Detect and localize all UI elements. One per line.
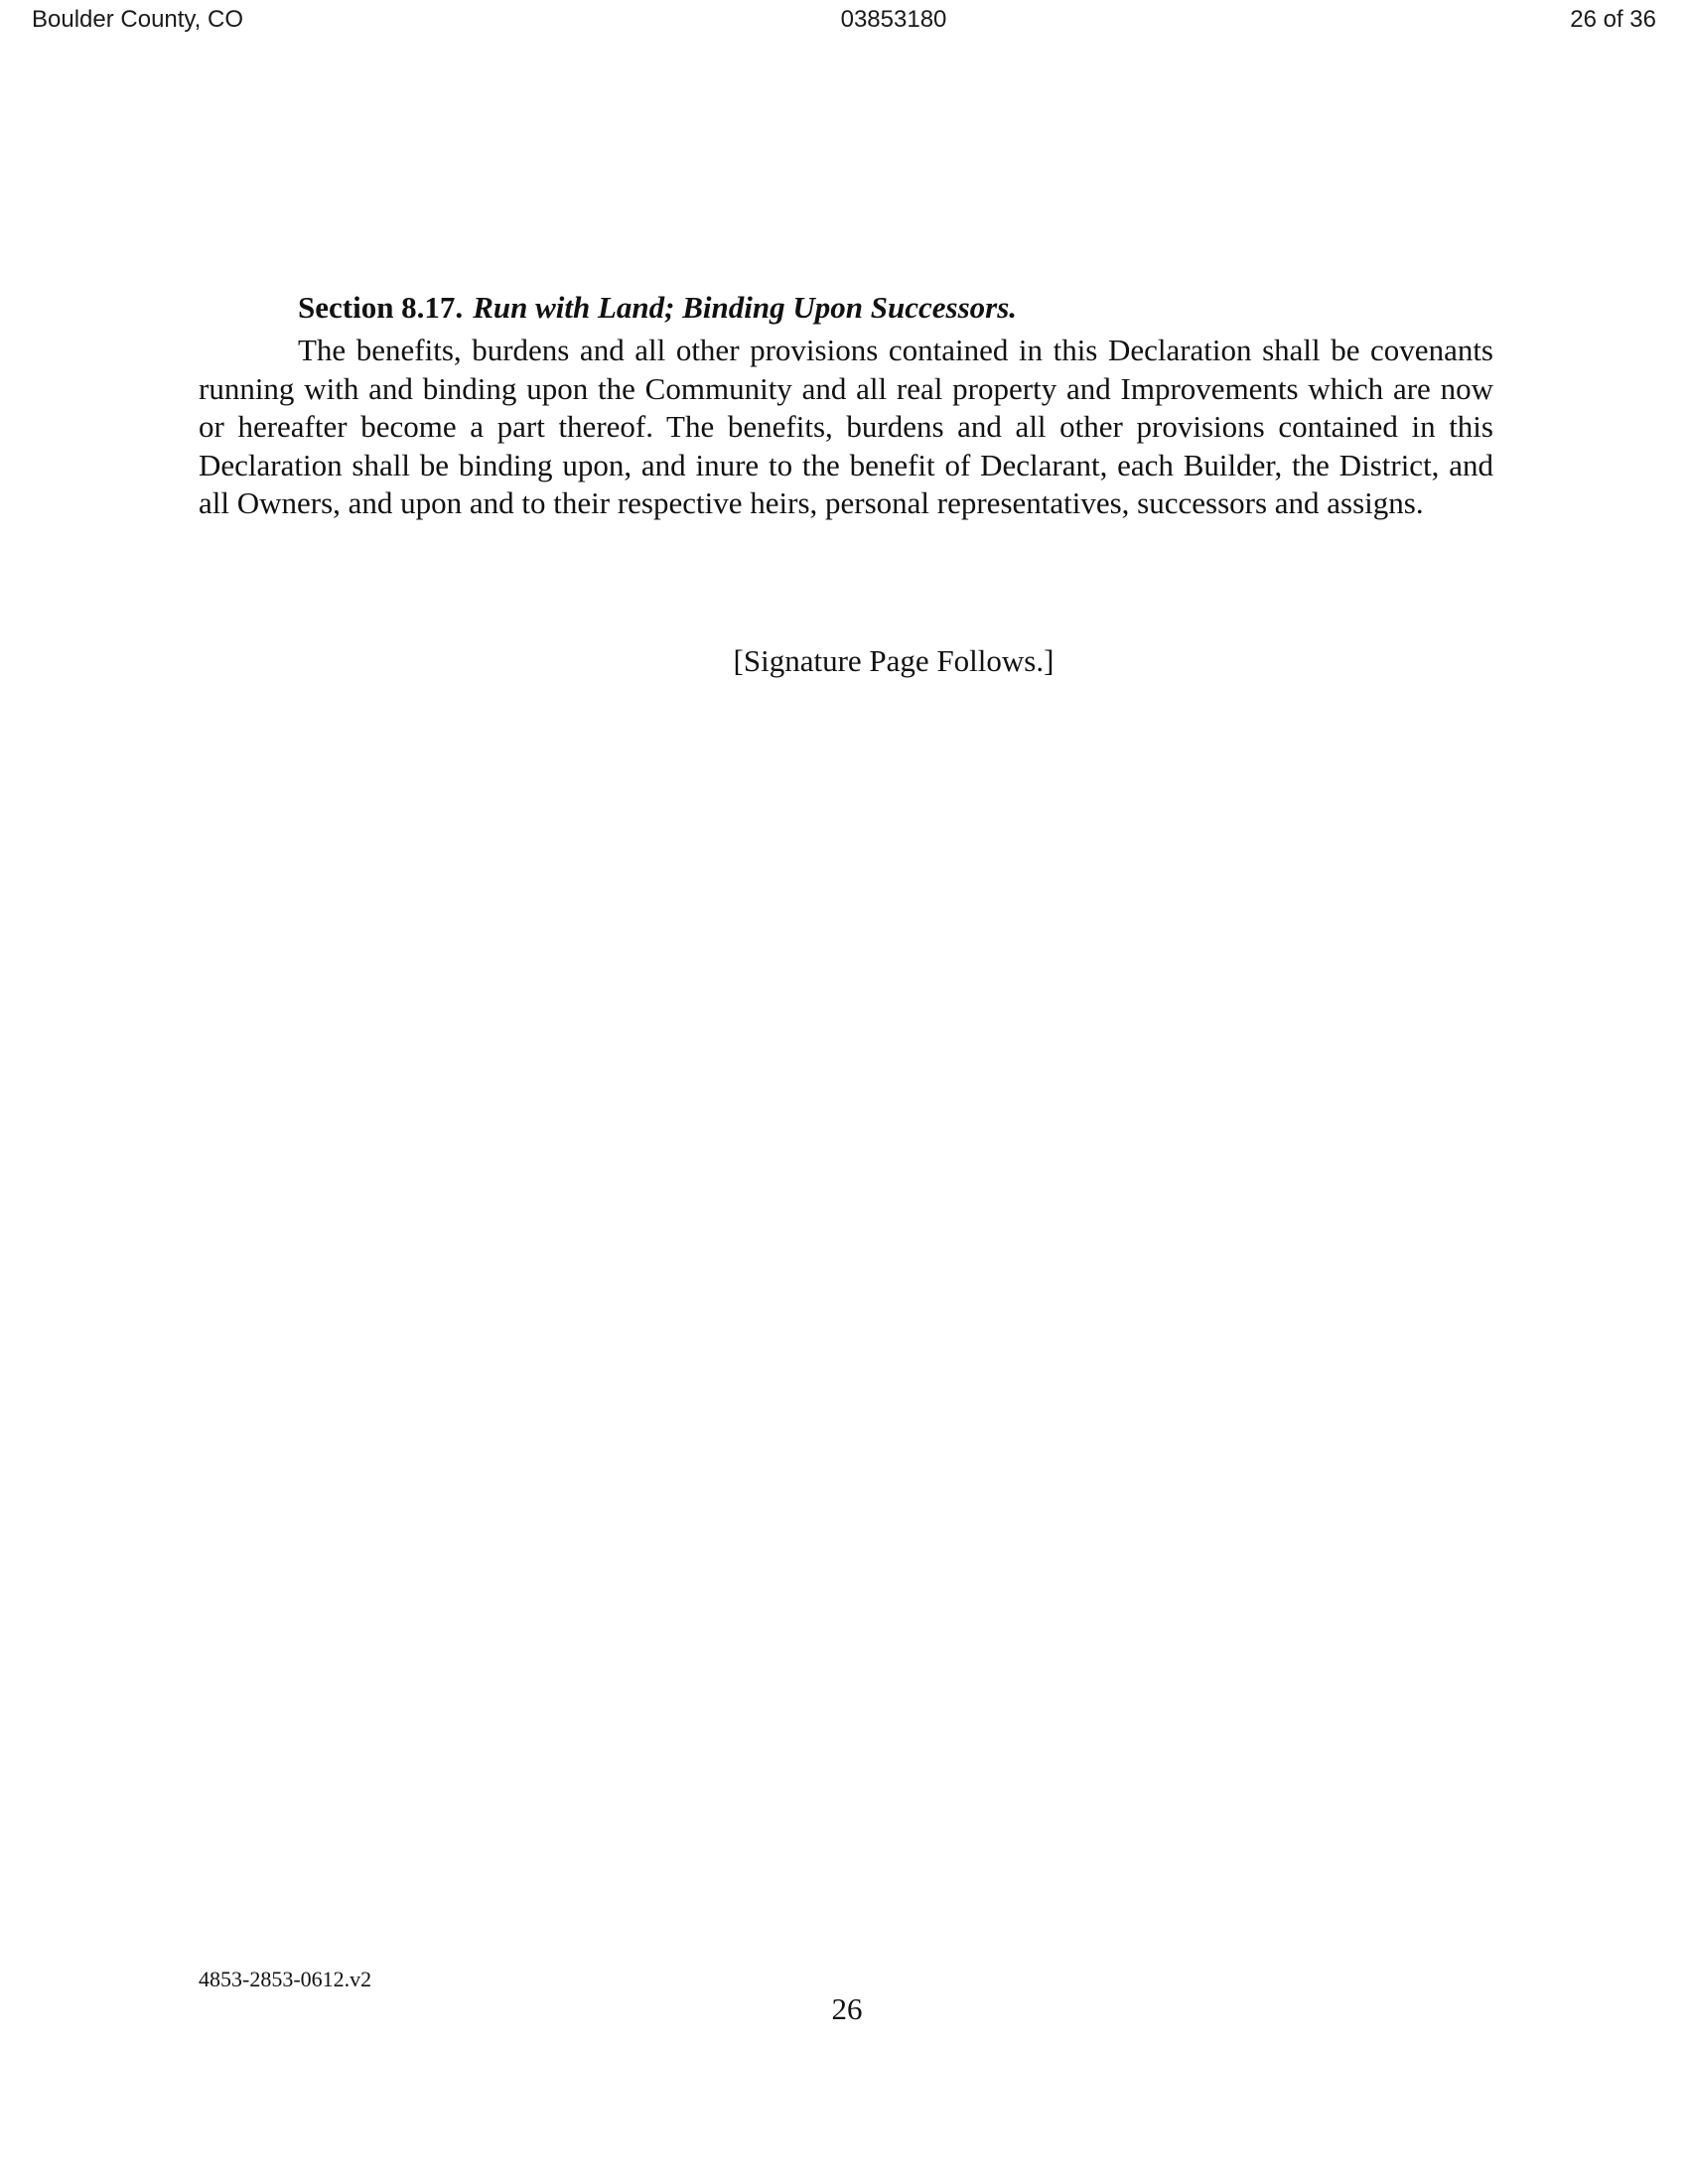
section-title: Run with Land; Binding Upon Successors. xyxy=(473,290,1018,325)
signature-page-note: [Signature Page Follows.] xyxy=(733,643,1055,678)
section-8-17 xyxy=(199,288,1493,523)
section-heading xyxy=(199,288,1493,328)
page-count: 26 of 36 xyxy=(1570,6,1656,33)
county-label: Boulder County, CO xyxy=(32,6,243,33)
section-body-paragraph: The benefits, burdens and all other provisions contained in this Declaration shall be covenants running with and binding upon the Community and all real property and Improvements which are now or hereafter become a part thereof. The benefits, burdens and all other provisions contained in this Declaration shall be binding upon, and inure to the benefit of Declarant, each Builder, the District, and all Owners, and upon and to their respective heirs, personal representatives, successors and assigns. xyxy=(199,333,1493,520)
document-id: 4853-2853-0612.v2 xyxy=(199,1967,372,1991)
page-number: 26 xyxy=(831,1991,863,2026)
page-header xyxy=(32,6,1656,36)
reception-number: 03853180 xyxy=(840,6,947,33)
section-number: Section 8.17. xyxy=(298,290,464,325)
